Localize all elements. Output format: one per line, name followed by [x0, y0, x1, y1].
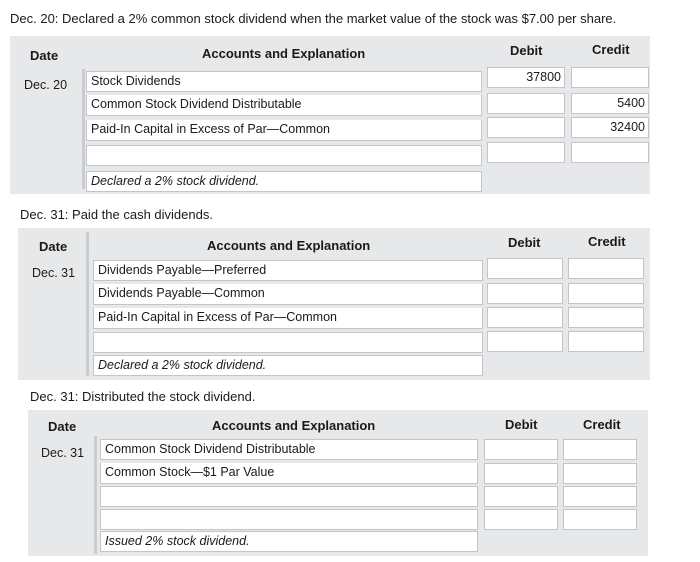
entry3-account-field-4[interactable]	[100, 509, 478, 530]
entry1-credit-header: Credit	[592, 42, 630, 57]
entry2-debit-field-4[interactable]	[487, 331, 563, 352]
entry3-account-field-3[interactable]	[100, 486, 478, 507]
entry2-date: Dec. 31	[32, 266, 76, 280]
entry2-date-header: Date	[39, 239, 68, 254]
entry3-account-field-2[interactable]: Common Stock—$1 Par Value	[100, 463, 478, 484]
entry3-explanation-field[interactable]: Issued 2% stock dividend.	[100, 531, 478, 552]
entry1-credit-field-1[interactable]	[571, 67, 649, 88]
entry1-debit-field-4[interactable]	[487, 142, 565, 163]
entry2-explanation-field[interactable]: Declared a 2% stock dividend.	[93, 355, 483, 376]
entry1-debit-field-2[interactable]	[487, 93, 565, 114]
entry2-accounts-header: Accounts and Explanation	[207, 238, 371, 253]
entry1-journal-table	[10, 36, 650, 194]
entry3-date: Dec. 31	[41, 446, 85, 460]
entry1-credit-field-4[interactable]	[571, 142, 649, 163]
entry2-debit-field-2[interactable]	[487, 283, 563, 304]
entry1-debit-field-3[interactable]	[487, 117, 565, 138]
entry1-credit-field-3[interactable]: 32400	[571, 117, 649, 138]
entry3-debit-field-3[interactable]	[484, 486, 558, 507]
entry2-credit-field-2[interactable]	[568, 283, 644, 304]
entry1-date: Dec. 20	[24, 78, 68, 92]
entry2-account-field-1[interactable]: Dividends Payable—Preferred	[93, 260, 483, 281]
entry3-credit-header: Credit	[583, 417, 621, 432]
entry3-debit-header: Debit	[505, 417, 538, 432]
entry2-credit-field-4[interactable]	[568, 331, 644, 352]
entry2-account-field-4[interactable]	[93, 332, 483, 353]
entry3-divider	[94, 436, 97, 554]
entry1-accounts-header: Accounts and Explanation	[202, 46, 366, 61]
entry1-explanation-field[interactable]: Declared a 2% stock dividend.	[86, 171, 482, 192]
entry2-account-field-3[interactable]: Paid-In Capital in Excess of Par—Common	[93, 308, 483, 329]
entry1-debit-header: Debit	[510, 43, 543, 58]
entry3-prompt: Dec. 31: Distributed the stock dividend.	[30, 389, 256, 404]
entry2-credit-field-3[interactable]	[568, 307, 644, 328]
entry1-account-field-3[interactable]: Paid-In Capital in Excess of Par—Common	[86, 120, 482, 141]
entry3-accounts-header: Accounts and Explanation	[212, 418, 376, 433]
entry2-journal-table	[18, 228, 650, 380]
entry3-journal-table	[28, 410, 648, 556]
entry3-credit-field-3[interactable]	[563, 486, 637, 507]
entry2-account-field-2[interactable]: Dividends Payable—Common	[93, 284, 483, 305]
entry3-debit-field-1[interactable]	[484, 439, 558, 460]
entry3-date-header: Date	[48, 419, 77, 434]
entry2-credit-field-1[interactable]	[568, 258, 644, 279]
entry3-debit-field-2[interactable]	[484, 463, 558, 484]
entry3-debit-field-4[interactable]	[484, 509, 558, 530]
entry1-credit-field-2[interactable]: 5400	[571, 93, 649, 114]
entry2-debit-field-1[interactable]	[487, 258, 563, 279]
entry1-account-field-4[interactable]	[86, 145, 482, 166]
entry1-debit-field-1[interactable]: 37800	[487, 67, 565, 88]
entry3-credit-field-1[interactable]	[563, 439, 637, 460]
entry2-divider	[86, 232, 89, 376]
entry2-prompt: Dec. 31: Paid the cash dividends.	[20, 207, 213, 222]
entry3-credit-field-4[interactable]	[563, 509, 637, 530]
entry1-date-header: Date	[30, 48, 59, 63]
entry3-credit-field-2[interactable]	[563, 463, 637, 484]
entry2-debit-field-3[interactable]	[487, 307, 563, 328]
entry1-divider	[82, 69, 85, 189]
entry2-credit-header: Credit	[588, 234, 626, 249]
entry3-account-field-1[interactable]: Common Stock Dividend Distributable	[100, 439, 478, 460]
entry1-account-field-1[interactable]: Stock Dividends	[86, 71, 482, 92]
entry1-account-field-2[interactable]: Common Stock Dividend Distributable	[86, 95, 482, 116]
entry2-debit-header: Debit	[508, 235, 541, 250]
entry1-prompt: Dec. 20: Declared a 2% common stock dividend when the market value of the stock was $7.00 per share.	[10, 11, 617, 26]
